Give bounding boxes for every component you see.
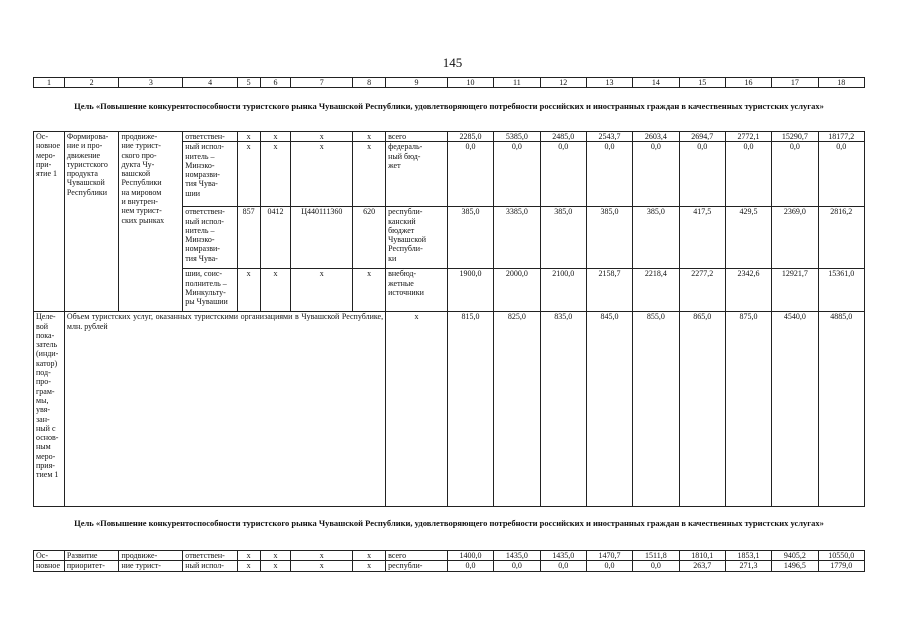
value-cell: 9405,2 xyxy=(772,551,818,561)
measure-goal-cell: ние турист- xyxy=(119,561,183,571)
value-cell: 2158,7 xyxy=(586,269,632,312)
value-cell: 2543,7 xyxy=(586,132,632,142)
measure-type-cell: Ос- новное меро- при- ятие 1 xyxy=(34,132,65,312)
code-cell: 620 xyxy=(353,207,386,269)
measure-goal-cell: продвиже- xyxy=(119,551,183,561)
value-cell: 4540,0 xyxy=(772,312,818,507)
responsible-cell: ответствен- ный испол- нитель – Минэко- номразви- тия Чува- xyxy=(183,207,238,269)
page-number: 145 xyxy=(442,55,463,70)
measure-type-cell: новное xyxy=(34,561,65,571)
column-number-cell: 5 xyxy=(237,78,260,88)
table-row xyxy=(34,561,865,571)
value-cell: 1853,1 xyxy=(725,551,771,561)
code-cell: x xyxy=(291,269,353,312)
responsible-cell: ный испол- xyxy=(183,561,238,571)
value-cell: 417,5 xyxy=(679,207,725,269)
measure-goal-cell: продвиже- ние турист- ского про- дукта Чу- вашской Республики на мировом и внутрен- нем турист- ских рынках xyxy=(119,132,183,312)
value-cell: 0,0 xyxy=(586,561,632,571)
code-cell: x xyxy=(237,551,260,561)
value-cell: 835,0 xyxy=(540,312,586,507)
column-number-cell: 7 xyxy=(291,78,353,88)
value-cell: 15290,7 xyxy=(772,132,818,142)
value-cell: 0,0 xyxy=(679,142,725,207)
value-cell: 1496,5 xyxy=(772,561,818,571)
column-number-cell: 3 xyxy=(119,78,183,88)
value-cell: 4885,0 xyxy=(818,312,864,507)
value-cell: 0,0 xyxy=(772,142,818,207)
column-number-cell: 12 xyxy=(540,78,586,88)
code-cell: x xyxy=(260,142,291,207)
code-cell: x xyxy=(291,551,353,561)
code-cell: x xyxy=(260,269,291,312)
value-cell: 1779,0 xyxy=(818,561,864,571)
column-number-cell: 10 xyxy=(447,78,493,88)
value-cell: 271,3 xyxy=(725,561,771,571)
value-cell: 263,7 xyxy=(679,561,725,571)
value-cell: 0,0 xyxy=(494,142,540,207)
column-number-cell: 8 xyxy=(353,78,386,88)
funding-source-cell: внебюд- жетные источники xyxy=(386,269,448,312)
value-cell: 0,0 xyxy=(633,142,679,207)
value-cell: 10550,0 xyxy=(818,551,864,561)
section-2-table xyxy=(33,550,865,572)
value-cell: 1400,0 xyxy=(447,551,493,561)
value-cell: 0,0 xyxy=(540,561,586,571)
code-cell: x xyxy=(353,142,386,207)
section-1-table xyxy=(33,131,865,507)
code-cell: Ц440111360 xyxy=(291,207,353,269)
code-cell: x xyxy=(291,561,353,571)
code-cell: x xyxy=(353,551,386,561)
measure-name-cell: приоритет- xyxy=(64,561,119,571)
code-cell: x xyxy=(237,561,260,571)
value-cell: 2218,4 xyxy=(633,269,679,312)
column-number-cell: 14 xyxy=(633,78,679,88)
value-cell: 12921,7 xyxy=(772,269,818,312)
value-cell: 2603,4 xyxy=(633,132,679,142)
value-cell: 5385,0 xyxy=(494,132,540,142)
column-number-cell: 2 xyxy=(64,78,119,88)
value-cell: 385,0 xyxy=(447,207,493,269)
code-cell: x xyxy=(353,132,386,142)
responsible-cell: ответствен- xyxy=(183,551,238,561)
column-number-header xyxy=(33,77,865,88)
value-cell: 825,0 xyxy=(494,312,540,507)
value-cell: 2000,0 xyxy=(494,269,540,312)
value-cell: 0,0 xyxy=(447,142,493,207)
column-number-cell: 11 xyxy=(494,78,540,88)
value-cell: 845,0 xyxy=(586,312,632,507)
value-cell: 2485,0 xyxy=(540,132,586,142)
value-cell: 3385,0 xyxy=(494,207,540,269)
code-cell: x xyxy=(291,132,353,142)
value-cell: 18177,2 xyxy=(818,132,864,142)
value-cell: 2369,0 xyxy=(772,207,818,269)
measure-type-cell: Ос- xyxy=(34,551,65,561)
responsible-cell: шии, соис- полнитель – Минкульту- ры Чувашии xyxy=(183,269,238,312)
column-number-cell: 1 xyxy=(34,78,65,88)
value-cell: 855,0 xyxy=(633,312,679,507)
column-number-cell: 6 xyxy=(260,78,291,88)
column-number-cell: 13 xyxy=(586,78,632,88)
code-cell: x xyxy=(237,132,260,142)
responsible-cell: ответствен- xyxy=(183,132,238,142)
value-cell: 0,0 xyxy=(633,561,679,571)
responsible-cell: ный испол- нитель – Минэко- номразви- тия Чува- шии xyxy=(183,142,238,207)
value-cell: 1810,1 xyxy=(679,551,725,561)
column-number-cell: 18 xyxy=(818,78,864,88)
code-cell: x xyxy=(260,132,291,142)
value-cell: 2816,2 xyxy=(818,207,864,269)
value-cell: 1435,0 xyxy=(540,551,586,561)
code-cell: x xyxy=(260,551,291,561)
goal-heading-2: Цель «Повышение конкурентоспособности туристского рынка Чувашской Республики, удовлетворяющего потребности российских и иностранных граждан в качественных туристских услугах» xyxy=(74,518,824,528)
value-cell: 15361,0 xyxy=(818,269,864,312)
funding-source-cell: всего xyxy=(386,551,448,561)
value-cell: 1900,0 xyxy=(447,269,493,312)
value-cell: 2694,7 xyxy=(679,132,725,142)
measure-name-cell: Формирова- ние и про- движение туристского продукта Чувашской Республики xyxy=(64,132,119,312)
column-number-cell: 4 xyxy=(183,78,238,88)
code-cell: x xyxy=(237,142,260,207)
column-number-cell: 16 xyxy=(725,78,771,88)
funding-source-cell: всего xyxy=(386,132,448,142)
measure-name-cell: Развитие xyxy=(64,551,119,561)
value-cell: 385,0 xyxy=(633,207,679,269)
funding-source-cell: республи- xyxy=(386,561,448,571)
code-cell: 857 xyxy=(237,207,260,269)
code-cell: x xyxy=(353,269,386,312)
funding-source-cell: республи- канский бюджет Чувашской Республи- ки xyxy=(386,207,448,269)
header-row xyxy=(34,78,865,88)
code-cell: x xyxy=(260,561,291,571)
code-cell: 0412 xyxy=(260,207,291,269)
code-cell: x xyxy=(291,142,353,207)
value-cell: 0,0 xyxy=(586,142,632,207)
value-cell: 0,0 xyxy=(494,561,540,571)
value-cell: 1511,8 xyxy=(633,551,679,561)
value-cell: 2277,2 xyxy=(679,269,725,312)
value-cell: 0,0 xyxy=(818,142,864,207)
value-cell: 0,0 xyxy=(725,142,771,207)
indicator-text-cell: Объем туристских услуг, оказанных туристскими организациями в Чувашской Республике, млн. рублей xyxy=(64,312,385,507)
value-cell: 0,0 xyxy=(447,561,493,571)
value-cell: 2342,6 xyxy=(725,269,771,312)
value-cell: 815,0 xyxy=(447,312,493,507)
column-number-cell: 9 xyxy=(386,78,448,88)
value-cell: 865,0 xyxy=(679,312,725,507)
value-cell: 2100,0 xyxy=(540,269,586,312)
funding-source-cell: x xyxy=(386,312,448,507)
value-cell: 385,0 xyxy=(540,207,586,269)
table-row xyxy=(34,551,865,561)
column-number-cell: 17 xyxy=(772,78,818,88)
funding-source-cell: федераль- ный бюд- жет xyxy=(386,142,448,207)
value-cell: 1435,0 xyxy=(494,551,540,561)
code-cell: x xyxy=(237,269,260,312)
indicator-type-cell: Целе- вой пока- затель (инди- катор) под- про- грам- мы, увя- зан- ный с основ- ным меро- прия- тием 1 xyxy=(34,312,65,507)
goal-heading-1: Цель «Повышение конкурентоспособности туристского рынка Чувашской Республики, удовлетворяющего потребности российских и иностранных граждан в качественных туристских услугах» xyxy=(74,101,824,111)
value-cell: 429,5 xyxy=(725,207,771,269)
table-row xyxy=(34,132,865,142)
code-cell: x xyxy=(353,561,386,571)
value-cell: 1470,7 xyxy=(586,551,632,561)
column-number-cell: 15 xyxy=(679,78,725,88)
value-cell: 2772,1 xyxy=(725,132,771,142)
value-cell: 0,0 xyxy=(540,142,586,207)
indicator-row xyxy=(34,312,865,507)
value-cell: 385,0 xyxy=(586,207,632,269)
value-cell: 875,0 xyxy=(725,312,771,507)
value-cell: 2285,0 xyxy=(447,132,493,142)
